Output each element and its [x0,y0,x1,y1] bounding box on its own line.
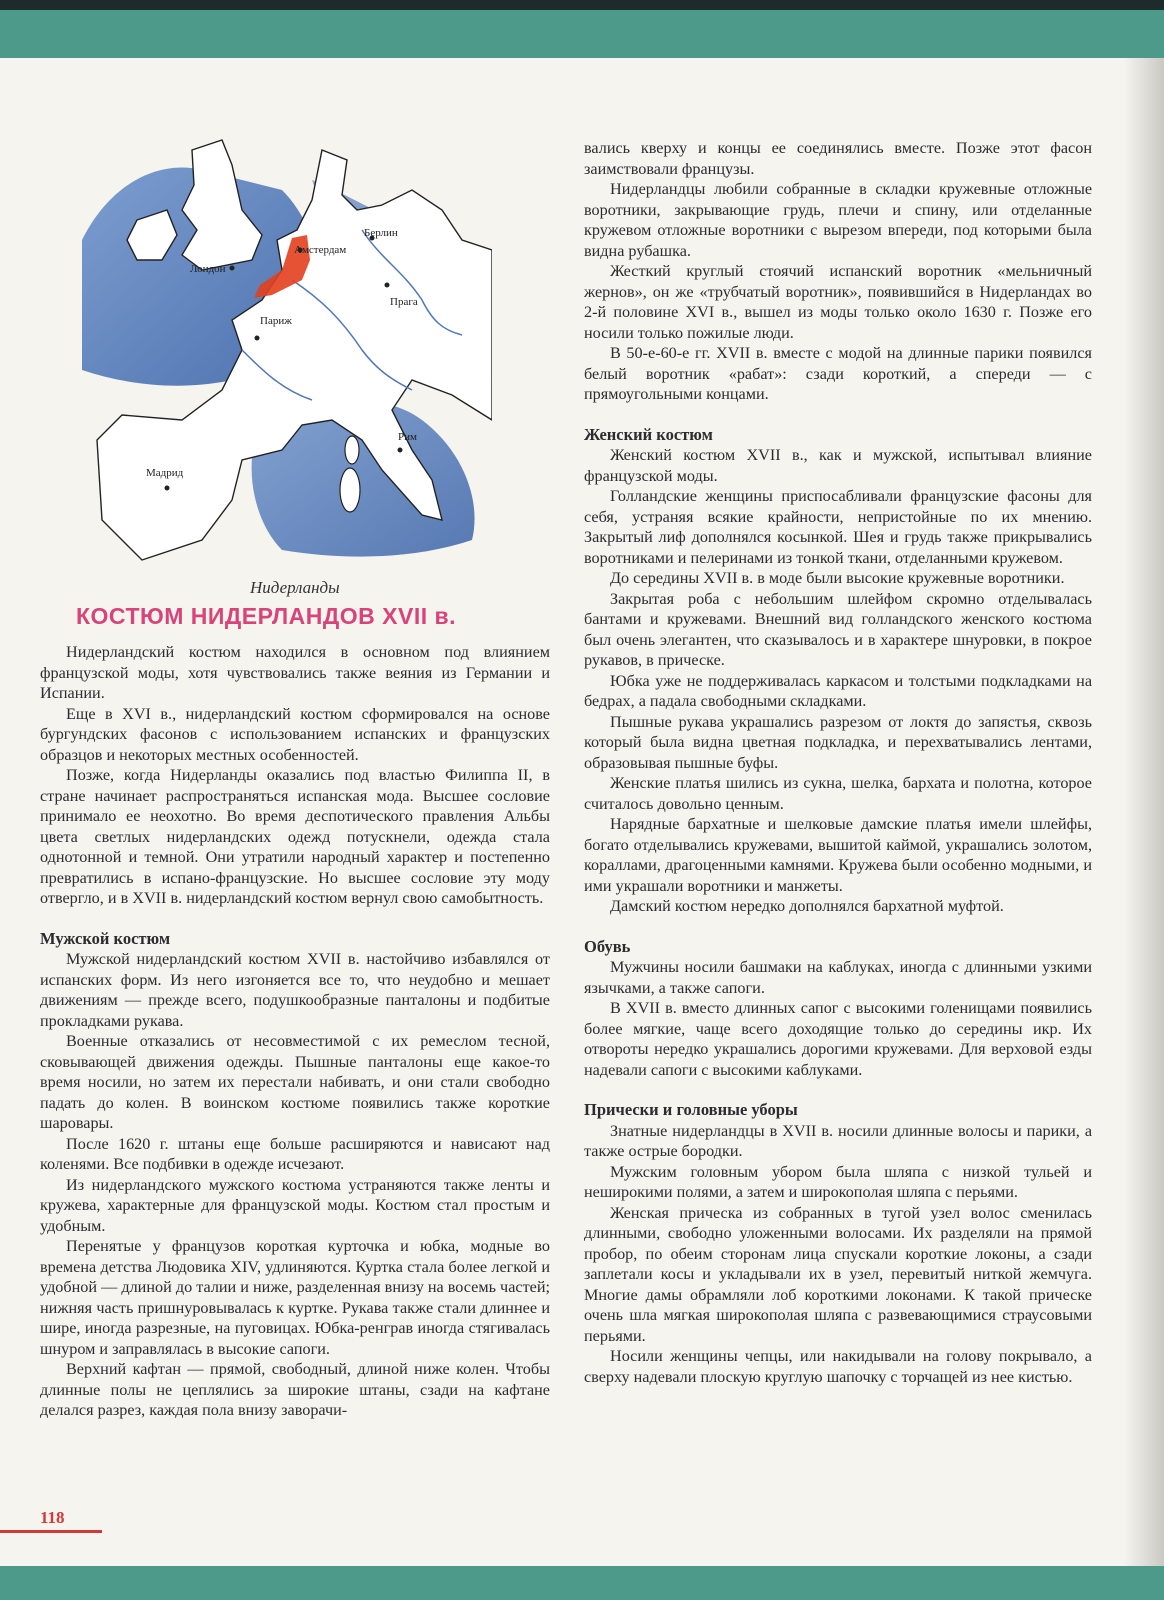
paragraph: До середины XVII в. в моде были высокие кружевные воротники. [610,569,1065,587]
paragraph: Женские платья шились из сукна, шелка, бархата и полотна, которое считалось довольно ценным. [584,774,1092,813]
paragraph: Носили женщины чепцы, или накидывали на голову покрывало, а сверху надевали плоскую круглую шапочку с торчащей из нее кистью. [584,1347,1092,1386]
paragraph: В XVII в. вместо длинных сапог с высокими голенищами появились более мягкие, чаще всего доходящие только до середины икр. Их отвороты нередко украшались дорогими кружевами. Для верховой езды надевали сапоги с высокими каблуками. [584,999,1092,1079]
city-dot [230,266,235,271]
top-edge [0,0,1164,10]
paragraph: Из нидерландского мужского костюма устраняются также ленты и кружева, характерные для французской моды. Костюм стал простым и удобным. [40,1175,550,1235]
paragraph: Женская прическа из собранных в тугой узел волос сменилась длинными, свободно уложенными волосами. Их разделяли на прямой пробор, по обеим сторонам лица спускали короткие локоны, а сзади заплетали косы и укладывали их в узел, перевитый ниткой жемчуга. Многие дамы обрамляли лоб короткими локонами. К такой прическе очень шла мягкая широкополая шляпа с развевающимися страусовыми перьями. [584,1203,1092,1345]
label-amsterdam: Амстердам [294,244,347,256]
heading-male: Мужской костюм [40,928,171,948]
paragraph: Женский костюм XVII в., как и мужской, испытывал влияние французской моды. [584,446,1092,485]
paragraph: Жесткий круглый стоячий испанский воротник «мельничный жернов», он же «трубчатый воротник», появившийся в Нидерландах во 2-й половине XVI в., вышел из моды только около 1630 г. Позже его носили только пожилые люди. [584,262,1092,342]
paragraph: Перенятые у французов короткая курточка и юбка, модные во времена детства Людовика XIV, удлиняются. Куртка стала более легкой и удобной — длиной до талии и ниже, разделенная внизу на восемь частей; нижняя часть пришнуровывалась к куртке. Рукава также стали длиннее и шире, иногда разрезные, на пуговицах. Юбка-ренграв иногда стягивалась шнуром и заправлялась в высокие сапоги. [40,1237,550,1358]
paragraph: Еще в XVI в., нидерландский костюм сформировался на основе бургундских фасонов с использованием испанских и французских образцов и некоторых местных особенностей. [40,704,550,764]
city-dot [398,448,403,453]
heading-female: Женский костюм [584,424,713,444]
map-caption: Нидерланды [250,578,340,597]
paragraph: В 50-е-60-е гг. XVII в. вместе с модой на длинные парики появился белый воротник «рабат»: сзади короткий, а спереди — с прямоугольными концами. [584,344,1092,403]
paragraph: Голландские женщины приспосабливали французские фасоны для себя, устраняя всякие крайности, непристойные по их мнению. Закрытый лиф дополнялся косынкой. Шея и грудь также прикрывались воротниками и пелеринами из тонкой ткани, отделанными кружевом. [584,487,1092,567]
label-berlin: Берлин [364,227,398,239]
city-dot [165,486,170,491]
paragraph: Мужчины носили башмаки на каблуках, иногда с длинными узкими язычками, а также сапоги. [584,958,1092,997]
netherlands-map [82,120,492,585]
corsica [345,436,359,464]
label-rome: Рим [398,431,417,443]
paragraph: Нарядные бархатные и шелковые дамские платья имели шлейфы, богато отделывались кружевами, вышитой каймой, украшались золотом, кораллами, драгоценными камнями. Кружева были особенно модными, и ими украшали воротники и манжеты. [584,815,1092,895]
label-london: Лондон [190,263,226,275]
paragraph: Нидерландцы любили собранные в складки кружевные отложные воротники, закрывающие грудь, плечи и спину, или отделанные кружевом отложные воротники с вырезом впереди, под которыми была видна рубашка. [584,180,1092,260]
gutter-shadow [1124,58,1164,1566]
paragraph: Закрытая роба с небольшим шлейфом скромно отделывалась бантами и кружевами. Внешний вид голландского женского костюма был очень элегантен, что сказывалось и в характере шнуровки, в покрое рукавов, в прическе. [584,589,1092,669]
left-column [40,642,550,1421]
city-dot [385,283,390,288]
bottom-band [0,1566,1164,1600]
paragraph: Дамский костюм нередко дополнялся бархатной муфтой. [610,897,1004,915]
paragraph: Пышные рукава украшались разрезом от локтя до запястья, сквозь который была видна цветная подкладка, и перехватывались лентами, образовывая пышные буфы. [584,712,1092,772]
label-paris: Париж [260,315,292,327]
paragraph: Мужским головным убором была шляпа с низкой тульей и неширокими полями, а затем и широкополая шляпа с перьями. [584,1162,1092,1201]
label-madrid: Мадрид [146,467,184,479]
city-dot [255,336,260,341]
paragraph: Военные отказались от несовместимой с их ремеслом тесной, сковывающей движения одежды. Пышные панталоны еще какое-то время носили, но затем их перестали набивать, и они стали свободно падать до колен. В воинском костюме появились также короткие шаровары. [40,1032,550,1132]
paragraph: Позже, когда Нидерланды оказались под властью Филиппа II, в стране начинает распространяться испанская мода. Высшее сословие принимало ее неохотно. Во время деспотического правления Альбы цвета светлых нидерландских одежд потускнели, одежда стала однотонной и темной. Они утратили народный характер и постепенно превратились в испано-французские. Но высшее сословие эту моду отвергло, и в XVII в. нидерландский костюм вернул свою самобытность. [40,766,550,907]
paragraph: вались кверху и концы ее соединялись вместе. Позже этот фасон заимствовали французы. [584,139,1092,178]
page-title: КОСТЮМ НИДЕРЛАНДОВ XVII в. [76,603,457,629]
sardinia [340,468,360,512]
heading-hair: Прически и головные уборы [584,1100,798,1119]
right-column [584,138,1092,1387]
paragraph: Знатные нидерландцы в XVII в. носили длинные волосы и парики, а также острые бородки. [584,1121,1092,1160]
paragraph: После 1620 г. штаны еще больше расширяются и нависают над коленями. Все подбивки в одежде исчезают. [40,1134,550,1173]
heading-shoes: Обувь [584,936,631,956]
label-prague: Прага [390,296,418,308]
page-number-rule [0,1530,102,1533]
paragraph: Юбка уже не поддерживалась каркасом и толстыми подкладками на бедрах, а падала свободными складками. [584,671,1092,710]
paragraph: Нидерландский костюм находился в основном под влиянием французской моды, хотя чувствовались также веяния из Германии и Испании. [40,643,550,702]
page-number: 118 [40,1508,65,1527]
paragraph: Мужской нидерландский костюм XVII в. настойчиво избавлялся от испанских форм. Из него изгоняется все то, что неудобно и мешает движениям — прежде всего, подушкообразные панталоны и подбитые прокладками рукава. [40,950,550,1030]
paragraph: Верхний кафтан — прямой, свободный, длиной ниже колен. Чтобы длинные полы не цеплялись за широкие штаны, сзади на кафтане делался разрез, каждая пола внизу заворачи- [40,1360,550,1419]
